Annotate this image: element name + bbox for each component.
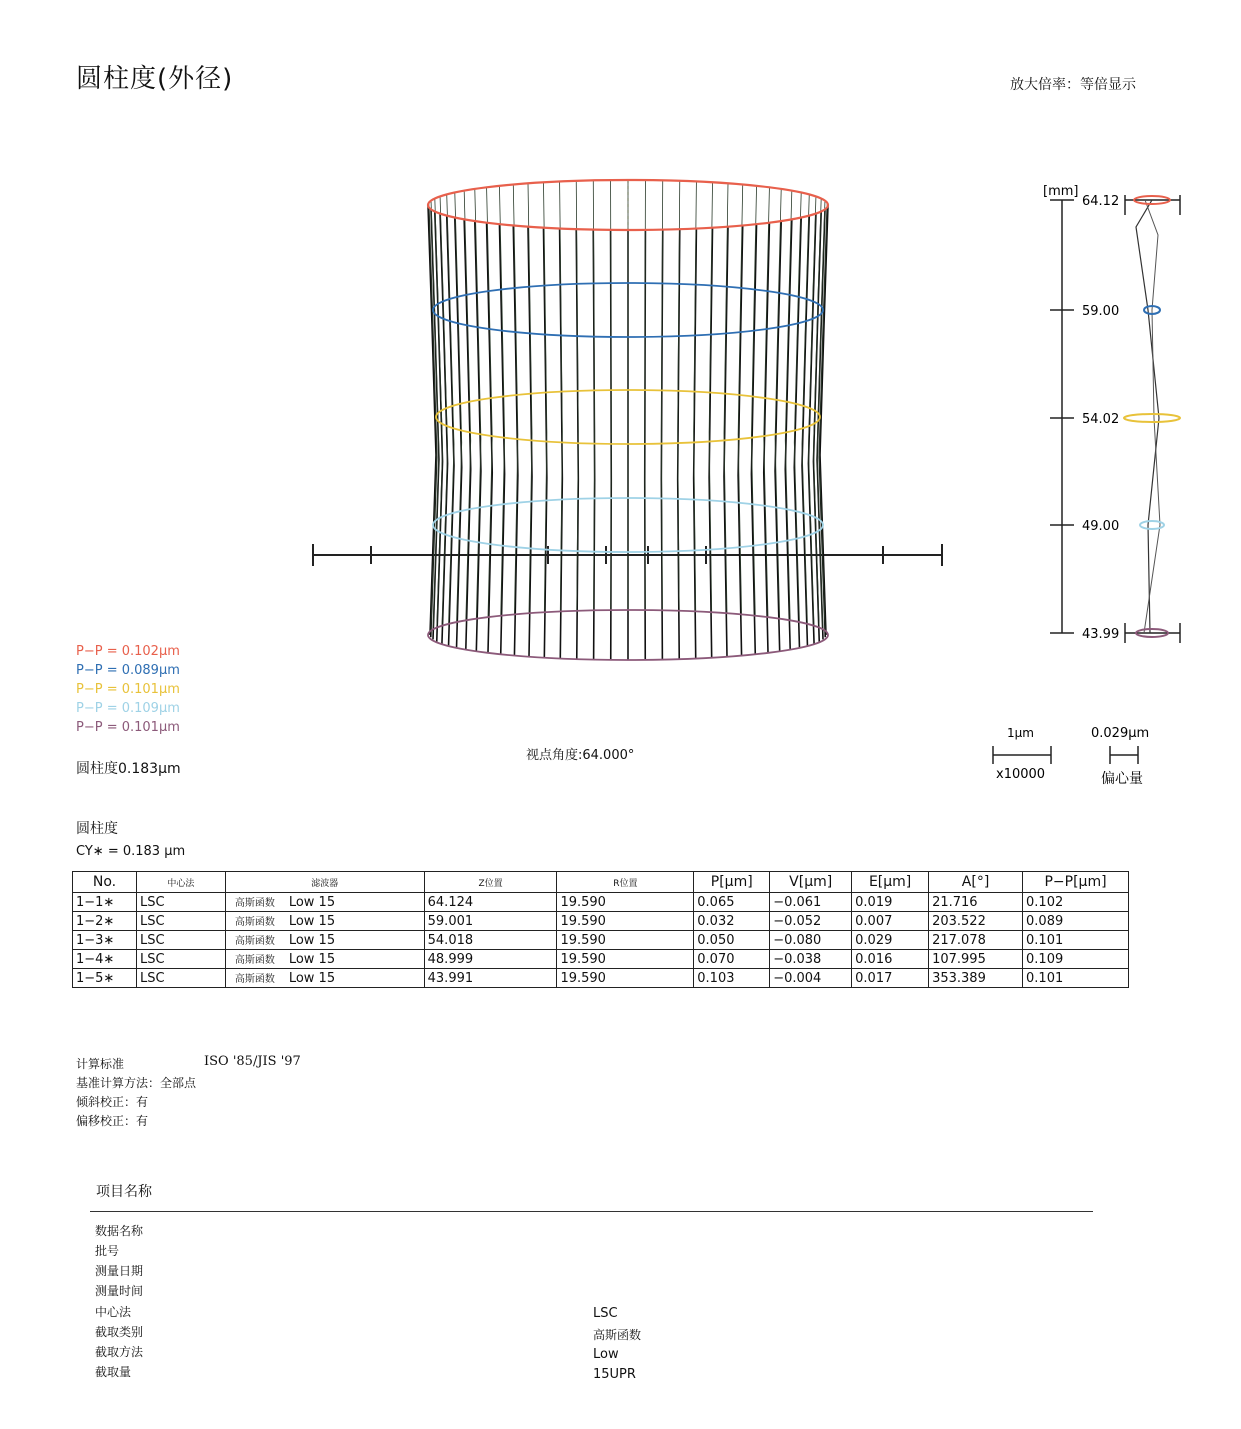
field-label: 截取量 — [95, 1365, 132, 1379]
z-scale — [1040, 175, 1190, 650]
generator-line — [464, 219, 471, 649]
field-label: 测量日期 — [95, 1264, 144, 1278]
generator-line — [455, 218, 462, 648]
generator-line — [487, 223, 493, 653]
z-tick-label: 54.02 — [1082, 412, 1120, 427]
field-label: 中心法 — [95, 1305, 132, 1319]
table-row: 1−5∗ LSC 高斯函数 Low 15 43.991 19.590 0.103 −0.004 0.017 353.389 0.101 — [73, 969, 1129, 988]
view-angle: 视点角度:64.000° — [526, 748, 635, 763]
page-title: 圆柱度(外径) — [76, 64, 234, 94]
col-filter: 滤波器 — [225, 872, 424, 893]
col-r-position: R位置 — [557, 872, 694, 893]
generator-line — [447, 216, 454, 646]
table-header-row — [73, 872, 1129, 893]
field-label: 数据名称 — [95, 1224, 144, 1238]
cy-value: CY∗ = 0.183 μm — [76, 844, 186, 859]
generator-line — [775, 221, 781, 651]
field-label: 截取类别 — [95, 1325, 144, 1339]
magnification-scale — [985, 722, 1165, 792]
generator-line — [475, 221, 481, 651]
axis-trace-2 — [1144, 200, 1160, 633]
field-value: 15UPR — [593, 1367, 636, 1382]
section-title: 圆柱度 — [76, 821, 118, 837]
ref-method: 基准计算方法：全部点 — [76, 1076, 197, 1090]
cylinder-plot — [300, 160, 960, 670]
col-v: V[μm] — [770, 872, 852, 893]
pp-value-4: P−P = 0.109μm — [76, 701, 180, 716]
field-value: 高斯函数 — [593, 1328, 642, 1342]
z-tick-label: 64.12 — [1082, 194, 1120, 209]
magnification-label: 放大倍率：等倍显示 — [1010, 77, 1136, 93]
pp-value-1: P−P = 0.102μm — [76, 644, 180, 659]
pp-value-5: P−P = 0.101μm — [76, 720, 180, 735]
col-z-position: Z位置 — [424, 872, 557, 893]
table-row: 1−2∗ LSC 高斯函数 Low 15 59.001 19.590 0.032 −0.052 0.007 203.522 0.089 — [73, 912, 1129, 931]
z-ring-3 — [1124, 414, 1180, 422]
item-name-title: 项目名称 — [96, 1184, 152, 1200]
generator-line — [764, 223, 770, 653]
field-label: 批号 — [95, 1244, 120, 1258]
results-table — [72, 871, 1129, 988]
generator-line — [794, 218, 801, 648]
z-tick-label: 43.99 — [1082, 627, 1120, 642]
field-value: Low — [593, 1347, 619, 1362]
z-tick-label: 49.00 — [1082, 519, 1120, 534]
col-e: E[μm] — [852, 872, 929, 893]
col-center-method: 中心法 — [136, 872, 225, 893]
pp-value-3: P−P = 0.101μm — [76, 682, 180, 697]
col-a: A[°] — [929, 872, 1023, 893]
tilt-correction: 倾斜校正：有 — [76, 1095, 149, 1109]
pp-value-2: P−P = 0.089μm — [76, 663, 180, 678]
table-row: 1−1∗ LSC 高斯函数 Low 15 64.124 19.590 0.065 −0.061 0.019 21.716 0.102 — [73, 893, 1129, 912]
divider — [90, 1211, 1093, 1212]
eccentric-label: 偏心量 — [1101, 771, 1143, 787]
table-row: 1−4∗ LSC 高斯函数 Low 15 48.999 19.590 0.070 −0.038 0.016 107.995 0.109 — [73, 950, 1129, 969]
eccentric-value: 0.029μm — [1091, 726, 1150, 741]
field-label: 截取方法 — [95, 1345, 144, 1359]
col-no: No. — [73, 872, 137, 893]
scale-factor: x10000 — [996, 767, 1046, 782]
z-tick-label: 59.00 — [1082, 304, 1120, 319]
z-unit: [mm] — [1043, 184, 1079, 199]
col-p: P[μm] — [694, 872, 770, 893]
offset-correction: 偏移校正：有 — [76, 1114, 149, 1128]
cylindricity-summary: 圆柱度0.183μm — [76, 761, 181, 777]
table-row: 1−3∗ LSC 高斯函数 Low 15 54.018 19.590 0.050 −0.080 0.029 217.078 0.101 — [73, 931, 1129, 950]
generator-line — [785, 219, 792, 649]
col-pp: P−P[μm] — [1023, 872, 1129, 893]
generator-line — [802, 216, 809, 646]
field-value: LSC — [593, 1306, 618, 1321]
field-label: 测量时间 — [95, 1284, 144, 1298]
calc-standard-value: ISO '85/JIS '97 — [204, 1054, 301, 1069]
scale-unit: 1μm — [1007, 726, 1034, 740]
calc-standard-label: 计算标准 — [76, 1057, 125, 1071]
generator-lines — [428, 180, 828, 660]
